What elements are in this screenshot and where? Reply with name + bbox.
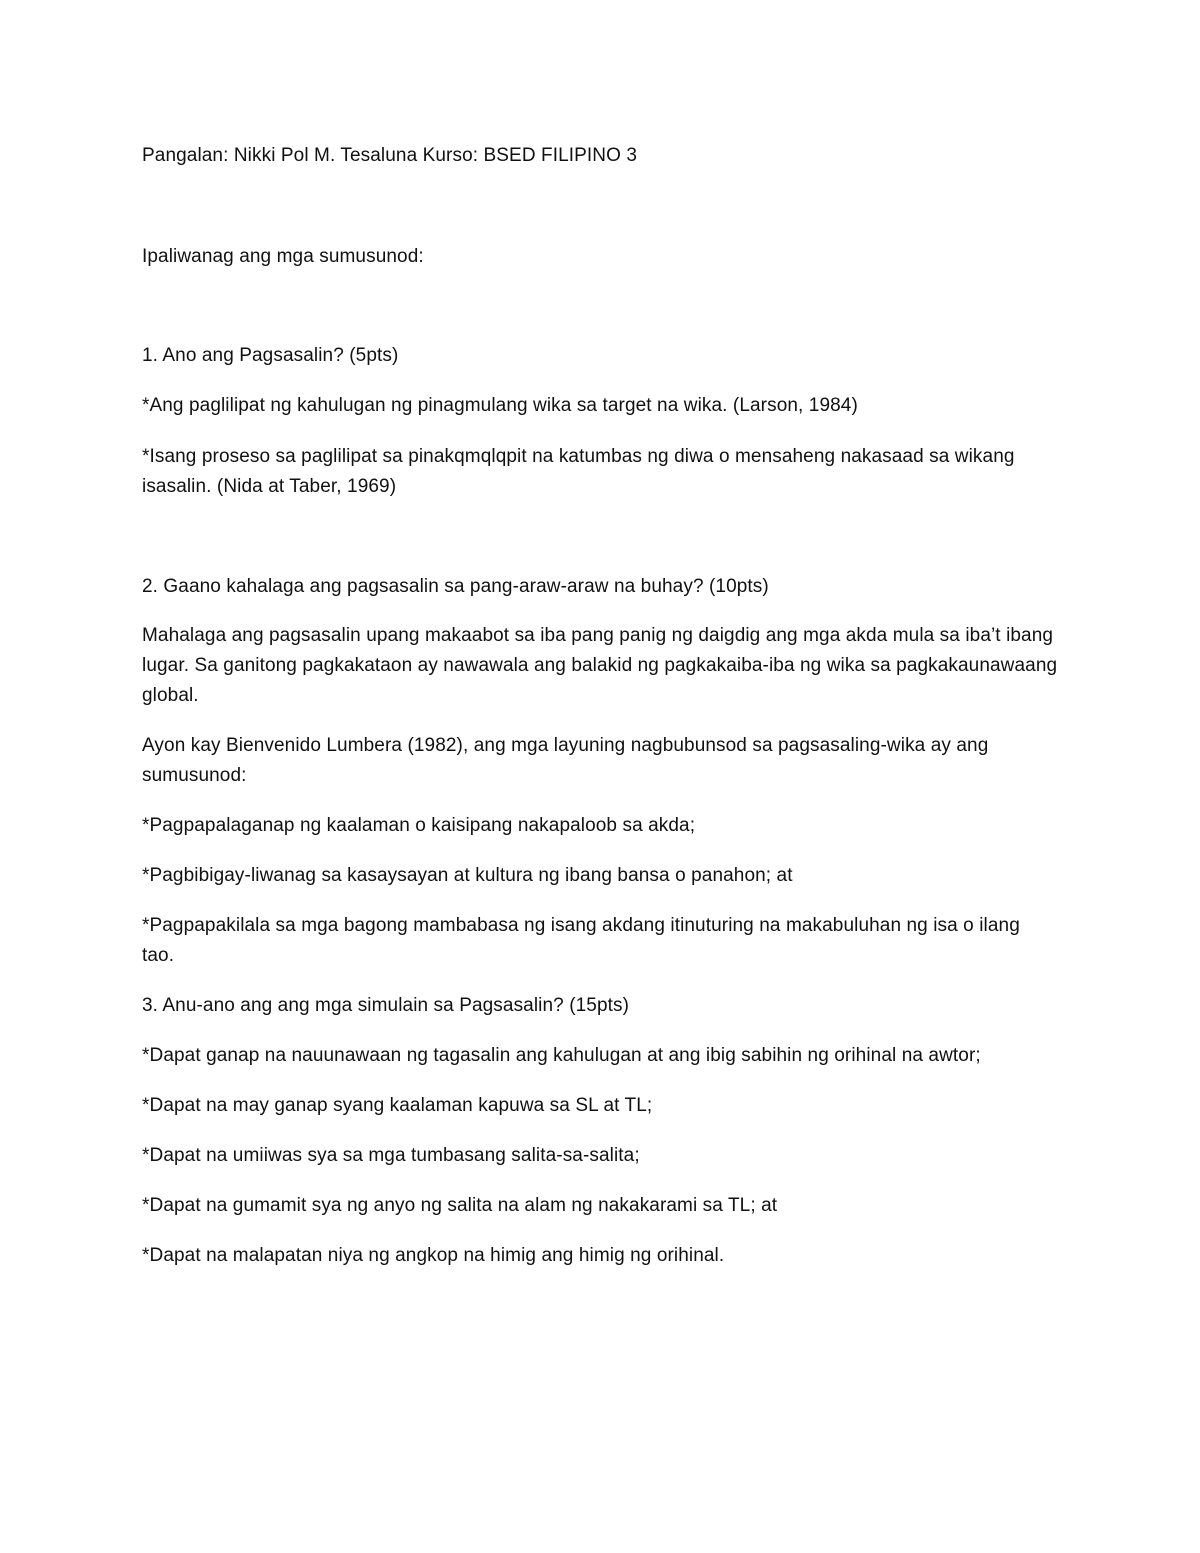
q1-answer-2-line-1: *Isang proseso sa paglilipat sa pinakqmqlqpit na katumbas ng diwa o mensaheng nakasaad sa wikang [142,446,1015,467]
question-2: 2. Gaano kahalaga ang pagsasalin sa pang-araw-araw na buhay? (10pts) [142,576,769,597]
q2-paragraph-2-line-2: sumusunod: [142,765,247,786]
instruction: Ipaliwanag ang mga sumusunod: [142,246,424,267]
q2-item-3-line-1: *Pagpapakilala sa mga bagong mambabasa ng isang akdang itinuturing na makabuluhan ng isa o ilang [142,915,1020,936]
q2-paragraph-1-line-2: lugar. Sa ganitong pagkakataon ay nawawala ang balakid ng pagkakaiba-iba ng wika sa pagkakaunawaang [142,655,1058,676]
q3-item-5: *Dapat na malapatan niya ng angkop na himig ang himig ng orihinal. [142,1245,725,1266]
q1-answer-2-line-2: isasalin. (Nida at Taber, 1969) [142,476,397,497]
q3-item-3: *Dapat na umiiwas sya sa mga tumbasang salita-sa-salita; [142,1145,640,1166]
q2-item-3-line-2: tao. [142,945,175,966]
q3-item-2: *Dapat na may ganap syang kaalaman kapuwa sa SL at TL; [142,1095,653,1116]
q2-paragraph-1-line-3: global. [142,685,199,706]
q1-answer-1: *Ang paglilipat ng kahulugan ng pinagmulang wika sa target na wika. (Larson, 1984) [142,395,858,416]
question-1: 1. Ano ang Pagsasalin? (5pts) [142,345,399,366]
q2-paragraph-2-line-1: Ayon kay Bienvenido Lumbera (1982), ang mga layuning nagbubunsod sa pagsasaling-wika ay ang [142,735,989,756]
q3-item-4: *Dapat na gumamit sya ng anyo ng salita na alam ng nakakarami sa TL; at [142,1195,778,1216]
q2-item-2: *Pagbibigay-liwanag sa kasaysayan at kultura ng ibang bansa o panahon; at [142,865,793,886]
q3-item-1: *Dapat ganap na nauunawaan ng tagasalin ang kahulugan at ang ibig sabihin ng orihinal na awtor; [142,1045,981,1066]
q2-item-1: *Pagpapalaganap ng kaalaman o kaisipang nakapaloob sa akda; [142,815,696,836]
header-name-course: Pangalan: Nikki Pol M. Tesaluna Kurso: BSED FILIPINO 3 [142,145,638,166]
question-3: 3. Anu-ano ang ang mga simulain sa Pagsasalin? (15pts) [142,995,630,1016]
q2-paragraph-1-line-1: Mahalaga ang pagsasalin upang makaabot sa iba pang panig ng daigdig ang mga akda mula sa iba’t ibang [142,625,1054,646]
